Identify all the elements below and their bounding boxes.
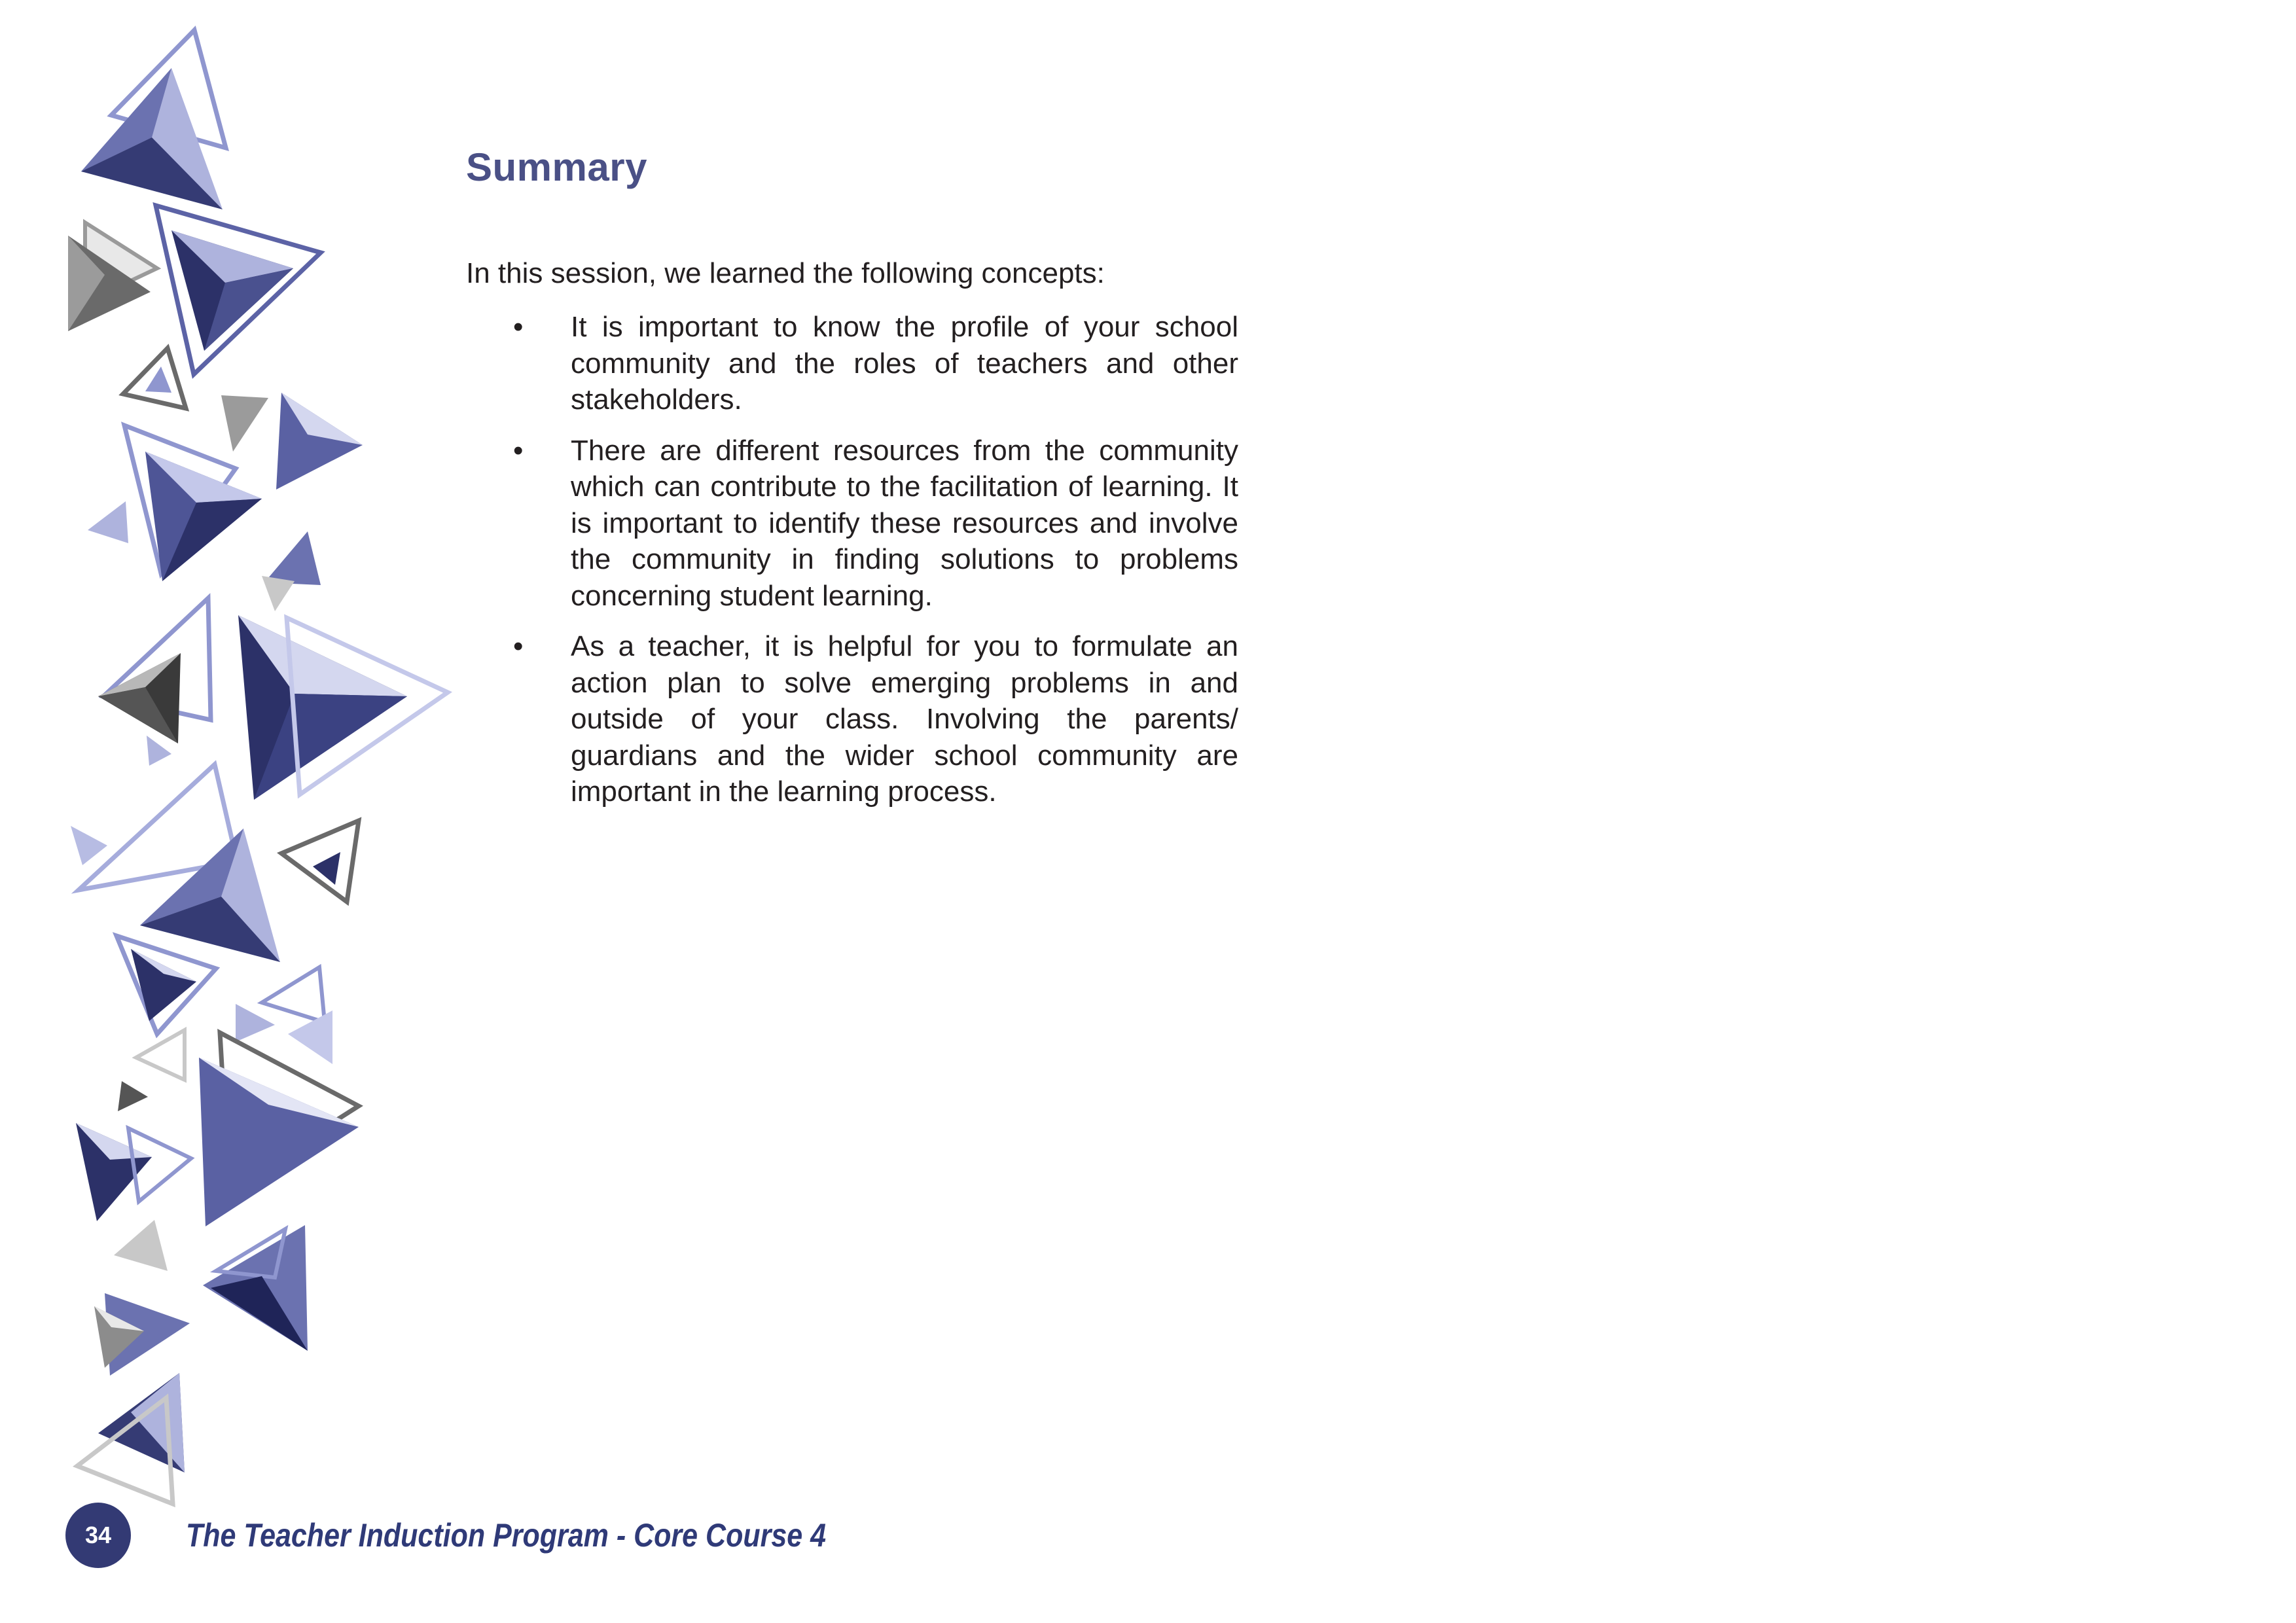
main-content bbox=[466, 144, 1238, 825]
page-number: 34 bbox=[84, 1522, 112, 1548]
page-footer bbox=[65, 1501, 930, 1569]
bullet-icon: • bbox=[513, 630, 524, 662]
footer-title: The Teacher Induction Program - Core Course 4 bbox=[186, 1517, 827, 1554]
intro-paragraph: In this session, we learned the following concepts: bbox=[466, 257, 1105, 289]
bullet-icon: • bbox=[513, 434, 524, 467]
list-item-text: There are different resources from the community which can contribute to the facilitation of learning. It is important to identify these resources and involve the community in finding solutions to problems concerning student learning. bbox=[571, 434, 1238, 612]
list-item bbox=[466, 433, 1238, 615]
summary-list bbox=[466, 309, 1238, 810]
list-item-text: It is important to know the profile of your school community and the roles of teachers and other stakeholders. bbox=[571, 311, 1238, 416]
bullet-icon: • bbox=[513, 311, 524, 343]
page-number-badge bbox=[65, 1503, 131, 1568]
page-title: Summary bbox=[466, 145, 647, 189]
list-item bbox=[466, 628, 1238, 810]
list-item bbox=[466, 309, 1238, 418]
list-item-text: As a teacher, it is helpful for you to formulate an action plan to solve emerging problems in and outside of your class. Involving the parents/ guardians and the wider school community are important in the learning process. bbox=[571, 630, 1238, 808]
decorative-triangle-pattern bbox=[0, 0, 471, 1623]
